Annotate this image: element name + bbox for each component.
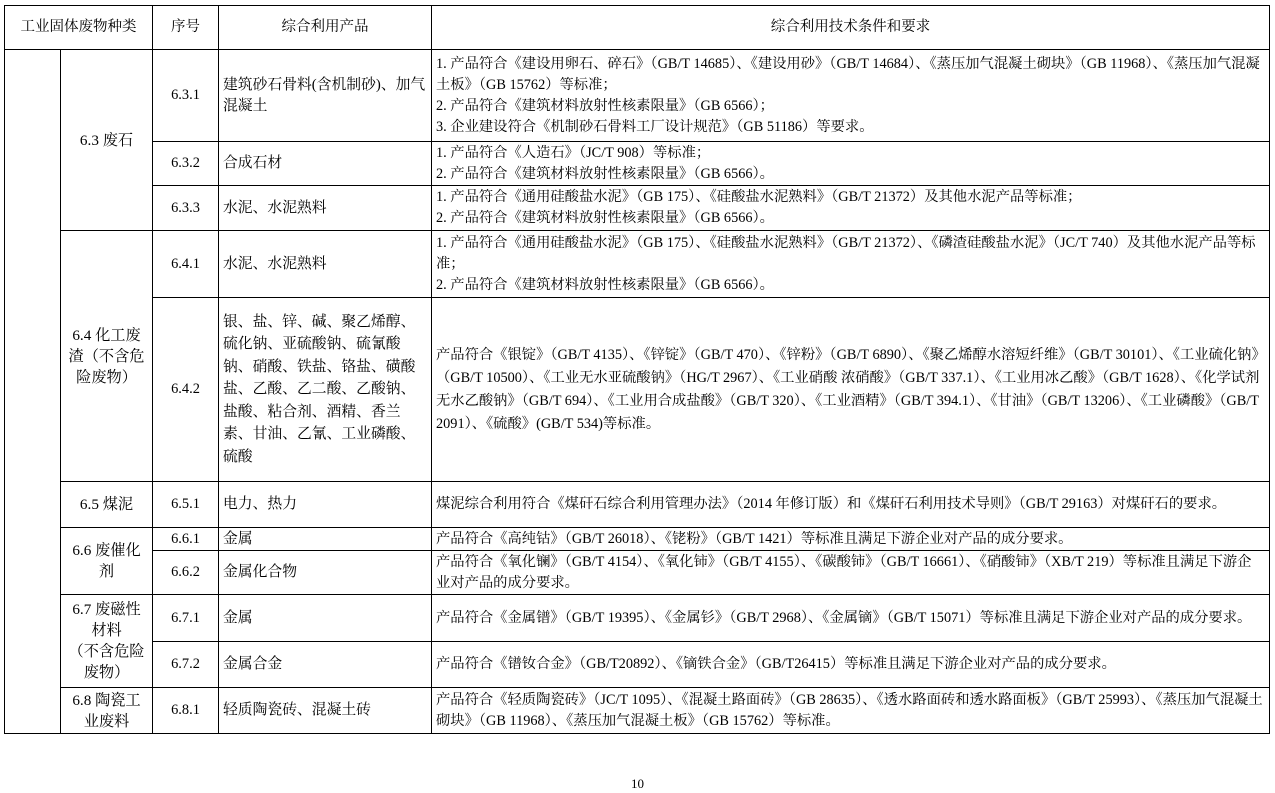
requirements-cell: 产品符合《金属镨》（GB/T 19395）、《金属钐》（GB/T 2968）、《金属镝》（GB/T 15071）等标准且满足下游企业对产品的成分要求。: [432, 595, 1270, 642]
page-number: 10: [631, 776, 644, 791]
requirements-cell: [432, 231, 1270, 298]
header-requirements: 综合利用技术条件和要求: [432, 6, 1270, 50]
requirements-cell: [432, 142, 1270, 186]
seq-cell: 6.6.1: [153, 528, 219, 551]
table-row: [5, 142, 1270, 186]
requirement-line: 2. 产品符合《建筑材料放射性核素限量》（GB 6566）。: [436, 165, 774, 182]
seq-cell: 6.4.2: [153, 298, 219, 482]
header-seq: 序号: [153, 6, 219, 50]
table-row: [5, 50, 1270, 142]
requirements-cell: [432, 186, 1270, 231]
group-6-5: 6.5 煤泥: [61, 482, 153, 528]
seq-cell: 6.3.3: [153, 186, 219, 231]
group-6-3: 6.3 废石: [61, 50, 153, 231]
requirements-cell: 产品符合《银锭》（GB/T 4135）、《锌锭》（GB/T 470）、《锌粉》（GB/T 6890）、《聚乙烯醇水溶短纤维》（GB/T 30101）、《工业硫化钠》（GB/T 10500）、《工业无水亚硫酸钠》（HG/T 2967）、《工业硝酸 浓硝酸》（GB/T 337.1）、《工业用冰乙酸》（GB/T 1628）、《化学试剂 无水乙酸钠》（GB/T 694）、《工业用合成盐酸》（GB/T 320）、《工业酒精》（GB/T 394.1）、《甘油》（GB/T 13206）、《工业磷酸》（GB/T 2091）、《硫酸》(GB/T 534)等标准。: [432, 298, 1270, 482]
requirements-cell: 产品符合《轻质陶瓷砖》（JC/T 1095）、《混凝土路面砖》（GB 28635）、《透水路面砖和透水路面板》（GB/T 25993）、《蒸压加气混凝土砌块》（GB 11968）、《蒸压加气混凝土板》（GB 15762）等标准。: [432, 688, 1270, 734]
requirement-line: 2. 产品符合《建筑材料放射性核素限量》（GB 6566）。: [436, 276, 774, 293]
group-6-6: 6.6 废催化剂: [61, 528, 153, 595]
seq-cell: 6.7.2: [153, 642, 219, 688]
product-cell: 轻质陶瓷砖、混凝土砖: [219, 688, 432, 734]
product-cell: 电力、热力: [219, 482, 432, 528]
seq-cell: 6.8.1: [153, 688, 219, 734]
standards-table: [4, 5, 1270, 734]
header-product: 综合利用产品: [219, 6, 432, 50]
requirement-line: 2. 产品符合《建筑材料放射性核素限量》（GB 6566）。: [436, 210, 774, 226]
group-6-8: 6.8 陶瓷工业废料: [61, 688, 153, 734]
requirement-line: 1. 产品符合《人造石》（JC/T 908）等标准；: [436, 144, 711, 161]
parent-category-cell: [5, 50, 61, 734]
group-6-4: 6.4 化工废渣（不含危险废物）: [61, 231, 153, 482]
product-cell: 水泥、水泥熟料: [219, 231, 432, 298]
product-cell: 合成石材: [219, 142, 432, 186]
requirement-line: 3. 企业建设符合《机制砂石骨料工厂设计规范》（GB 51186）等要求。: [436, 118, 874, 135]
table-row: [5, 642, 1270, 688]
product-cell: 建筑砂石骨料(含机制砂)、加气混凝土: [219, 50, 432, 142]
seq-cell: 6.3.1: [153, 50, 219, 142]
table-row: [5, 186, 1270, 231]
product-cell: 金属合金: [219, 642, 432, 688]
table-header-row: [5, 6, 1270, 50]
product-cell: 银、盐、锌、碱、聚乙烯醇、硫化钠、亚硫酸钠、硫氰酸钠、硝酸、铁盐、铬盐、磺酸盐、乙酸、乙二酸、乙酸钠、盐酸、粘合剂、酒精、香兰素、甘油、乙氰、工业磷酸、硫酸: [219, 298, 432, 482]
requirement-line: 1. 产品符合《通用硅酸盐水泥》（GB 175）、《硅酸盐水泥熟料》（GB/T 21372）、《磷渣硅酸盐水泥》（JC/T 740）及其他水泥产品等标准；: [436, 234, 1256, 272]
requirement-line: 2. 产品符合《建筑材料放射性核素限量》（GB 6566）；: [436, 97, 774, 114]
seq-cell: 6.3.2: [153, 142, 219, 186]
table-row: [5, 688, 1270, 734]
requirement-line: 1. 产品符合《通用硅酸盐水泥》（GB 175）、《硅酸盐水泥熟料》（GB/T 21372）及其他水泥产品等标准；: [436, 189, 1082, 205]
requirements-cell: 煤泥综合利用符合《煤矸石综合利用管理办法》（2014 年修订版）和《煤矸石利用技术导则》（GB/T 29163）对煤矸石的要求。: [432, 482, 1270, 528]
product-cell: 金属: [219, 595, 432, 642]
seq-cell: 6.5.1: [153, 482, 219, 528]
product-cell: 水泥、水泥熟料: [219, 186, 432, 231]
group-6-7-title: 6.7 废磁性材料: [72, 601, 141, 639]
seq-cell: 6.6.2: [153, 551, 219, 595]
table-row: [5, 595, 1270, 642]
seq-cell: 6.4.1: [153, 231, 219, 298]
product-cell: 金属化合物: [219, 551, 432, 595]
table-row: [5, 528, 1270, 551]
requirements-cell: 产品符合《氧化镧》（GB/T 4154）、《氧化铈》（GB/T 4155）、《碳酸铈》（GB/T 16661）、《硝酸铈》（XB/T 219）等标准且满足下游企业对产品的成分要求。: [432, 551, 1270, 595]
table-row: [5, 231, 1270, 298]
header-category: 工业固体废物种类: [5, 6, 153, 50]
table-row: [5, 551, 1270, 595]
product-cell: 金属: [219, 528, 432, 551]
requirements-cell: 产品符合《高纯钴》（GB/T 26018）、《铑粉》（GB/T 1421）等标准且满足下游企业对产品的成分要求。: [432, 528, 1270, 551]
requirements-cell: 产品符合《镨钕合金》（GB/T20892）、《镝铁合金》（GB/T26415）等标准且满足下游企业对产品的成分要求。: [432, 642, 1270, 688]
table-row: [5, 298, 1270, 482]
table-row: [5, 482, 1270, 528]
requirement-line: 1. 产品符合《建设用卵石、碎石》（GB/T 14685）、《建设用砂》（GB/T 14684）、《蒸压加气混凝土砌块》（GB 11968）、《蒸压加气混凝土板》（GB 15762）等标准；: [436, 55, 1260, 93]
group-6-7: [61, 595, 153, 688]
group-6-7-note: （不含危险废物）: [68, 643, 145, 681]
seq-cell: 6.7.1: [153, 595, 219, 642]
requirements-cell: [432, 50, 1270, 142]
